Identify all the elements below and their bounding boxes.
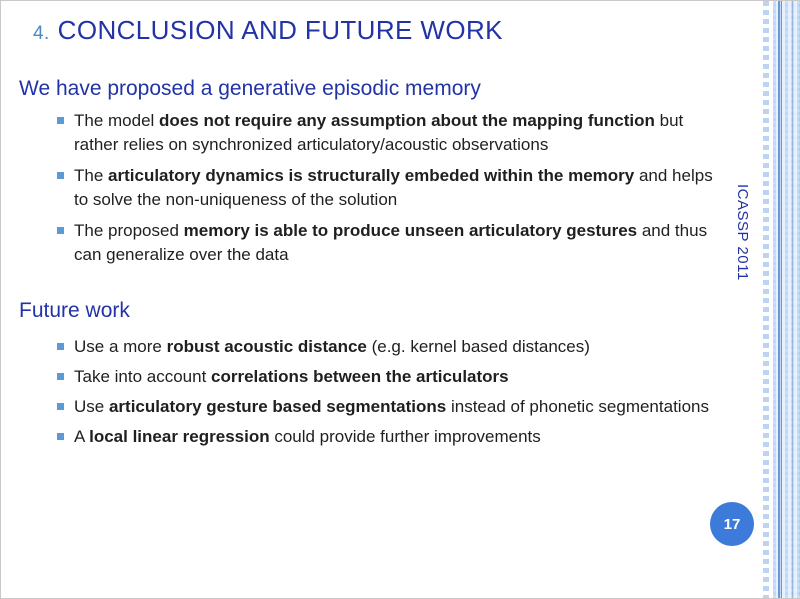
page-number-badge <box>710 502 754 546</box>
text-run: correlations between the articulators <box>211 367 509 386</box>
text-run: and thus can generalize over the data <box>74 221 712 264</box>
section-heading-proposed: We have proposed a generative episodic memory <box>19 77 481 100</box>
text-run: robust acoustic distance <box>166 337 367 356</box>
text-run: The proposed <box>74 221 184 240</box>
slide-title <box>33 13 503 51</box>
text-run: does not require any assumption about the mapping function <box>159 111 655 130</box>
text-run: and helps to solve the non-uniqueness of the solution <box>74 166 718 209</box>
bullet-square-icon <box>57 373 64 380</box>
text-run: Use <box>74 397 109 416</box>
decorative-right-border <box>761 1 800 598</box>
text-run: local linear regression <box>89 427 270 446</box>
bullet-square-icon <box>57 433 64 440</box>
bullet-square-icon <box>57 403 64 410</box>
bullet-item <box>57 335 721 359</box>
text-run: A <box>74 427 90 446</box>
border-vertical-line <box>781 1 782 598</box>
border-vertical-line <box>792 1 793 598</box>
bullet-square-icon <box>57 172 64 179</box>
text-run: (e.g. kernel based distances) <box>366 337 590 356</box>
border-vertical-line <box>778 1 780 598</box>
text-run: articulatory gesture based segmentations <box>108 397 447 416</box>
future-work-bullet-list <box>57 335 721 455</box>
text-run: memory is able to produce unseen articulatory gestures <box>183 221 638 240</box>
bullet-item <box>57 395 721 419</box>
text-run: The <box>74 166 109 185</box>
bullet-item <box>57 365 721 389</box>
text-run: The model <box>74 111 160 130</box>
text-run: articulatory dynamics is structurally embeded within the memory <box>108 166 635 185</box>
slide-title-text: CONCLUSION AND FUTURE WORK <box>57 15 503 45</box>
conclusion-bullet-list <box>57 109 721 274</box>
bullet-square-icon <box>57 227 64 234</box>
text-run: Take into account <box>74 367 212 386</box>
text-run: could provide further improvements <box>269 427 541 446</box>
border-dash-stripe <box>763 1 769 598</box>
bullet-item <box>57 425 721 449</box>
text-run: but rather relies on synchronized articulatory/acoustic observations <box>74 111 688 154</box>
bullet-item <box>57 109 721 157</box>
text-run: Use a more <box>74 337 167 356</box>
page-number: 17 <box>723 515 741 533</box>
bullet-square-icon <box>57 117 64 124</box>
bullet-item <box>57 219 721 267</box>
text-run: instead of phonetic segmentations <box>446 397 709 416</box>
bullet-item <box>57 164 721 212</box>
bullet-square-icon <box>57 343 64 350</box>
section-heading-future-work: Future work <box>19 299 130 322</box>
conference-side-label: ICASSP 2011 <box>734 184 751 281</box>
slide-title-number: 4. <box>33 23 50 44</box>
